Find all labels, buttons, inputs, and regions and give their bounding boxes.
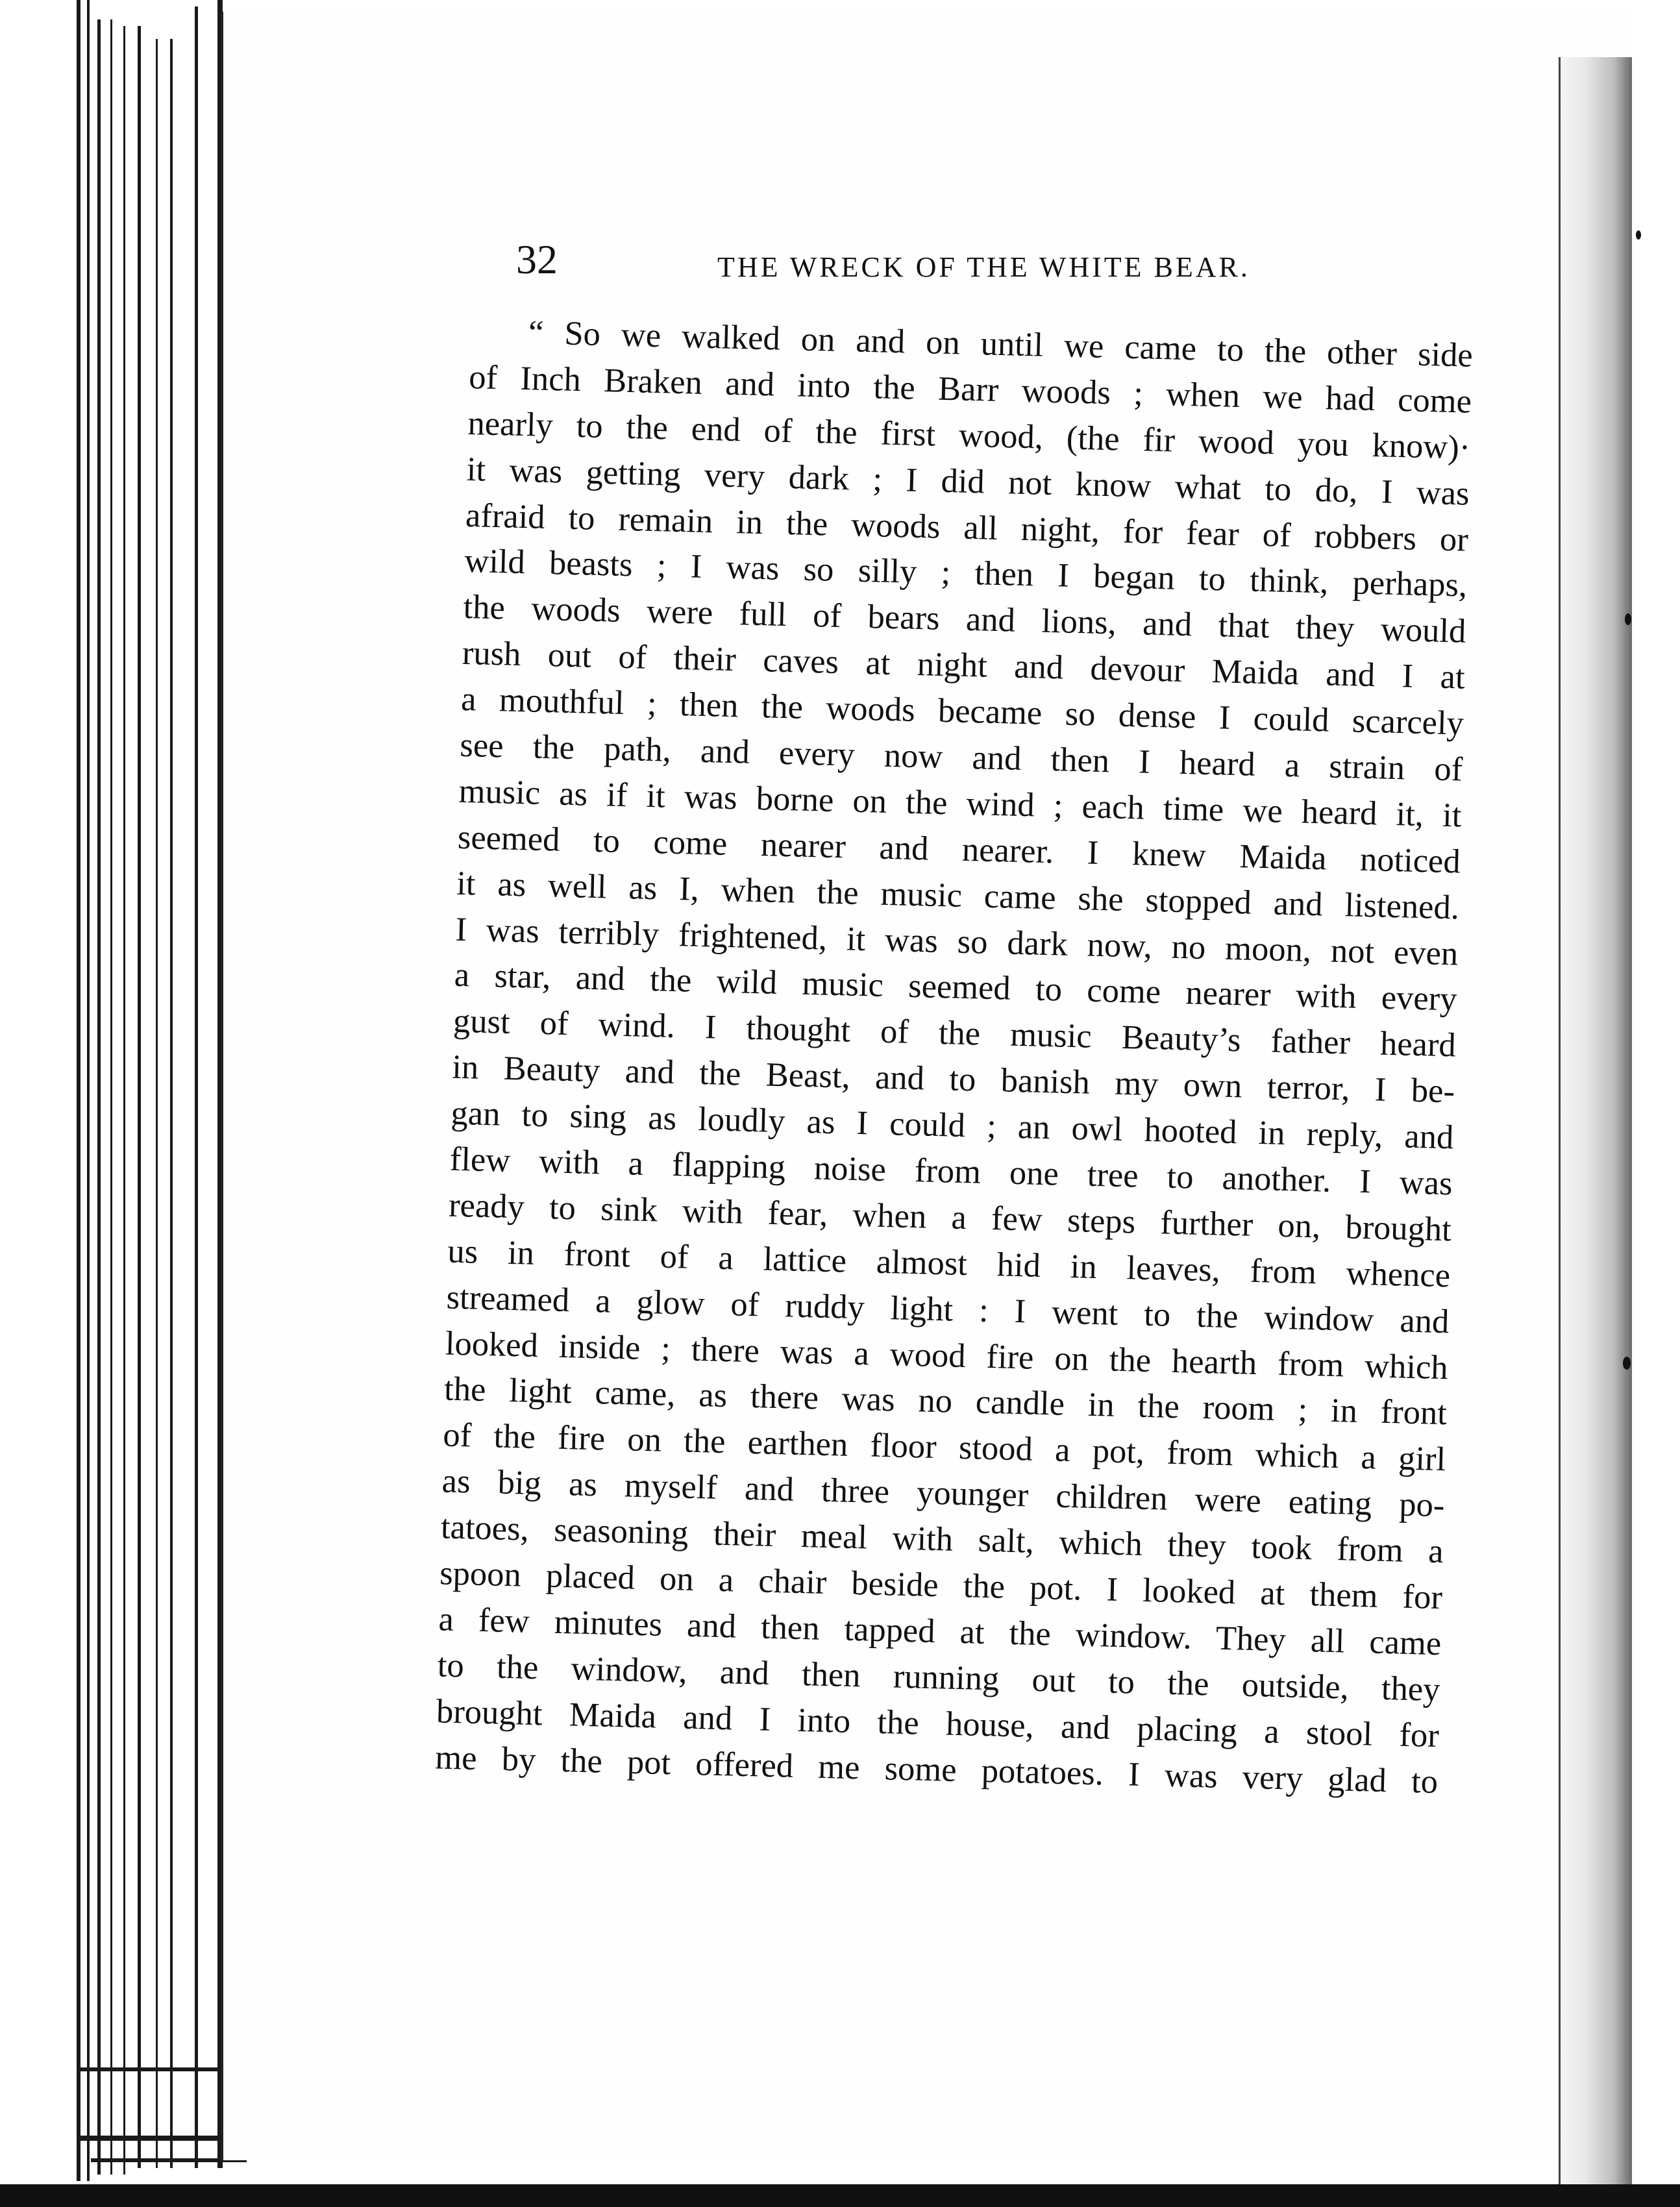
text-line: gan to sing as loudly as I could ; an owl hooted in reply, and: [450, 1094, 1454, 1157]
text-line: spoon placed on a chair beside the pot. I looked at them for: [439, 1554, 1443, 1617]
text-line: the light came, as there was no candle in the room ; in front: [443, 1370, 1448, 1433]
text-line: looked inside ; there was a wood fire on the hearth from which: [445, 1324, 1449, 1387]
text-line: afraid to remain in the woods all night, for fear of robbers or: [465, 496, 1469, 559]
text-line: in Beauty and the Beast, and to banish my own terror, I be-: [451, 1048, 1455, 1111]
text-line: streamed a glow of ruddy light : I went to the window and: [446, 1278, 1450, 1340]
text-line: flew with a flapping noise from one tree to another. I was: [449, 1140, 1453, 1203]
text-line: see the path, and every now and then I heard a strain of: [459, 726, 1463, 789]
text-line: it as well as I, when the music came she stopped and listened.: [456, 864, 1460, 927]
body-text: [435, 308, 1474, 1805]
running-head: THE WRECK OF THE WHITE BEAR.: [717, 251, 1250, 283]
text-line: as big as myself and three younger children were eating po-: [441, 1462, 1446, 1525]
text-line: I was terribly frightened, it was so dark now, no moon, not even: [454, 910, 1459, 973]
text-line: music as if it was borne on the wind ; each time we heard it, it: [458, 772, 1463, 835]
text-line: brought Maida and I into the house, and placing a stool for: [436, 1692, 1440, 1755]
text-line: seemed to come nearer and nearer. I knew Maida noticed: [457, 818, 1461, 881]
text-line: the woods were full of bears and lions, and that they would: [463, 588, 1467, 650]
text-line: a mouthful ; then the woods became so dense I could scarcely: [460, 680, 1464, 743]
text-line: rush out of their caves at night and devour Maida and I at: [462, 634, 1466, 697]
text-line: “ So we walked on and on until we came to the other side: [528, 314, 1474, 375]
text-line: nearly to the end of the first wood, (the fir wood you know)·: [467, 404, 1471, 467]
text-line: of the fire on the earthen floor stood a pot, from which a girl: [442, 1416, 1446, 1479]
margin-speck: [1625, 613, 1631, 625]
text-line: to the window, and then running out to the outside, they: [437, 1646, 1441, 1708]
text-line: wild beasts ; I was so silly ; then I began to think, perhaps,: [463, 542, 1468, 605]
scan-bottom-edge: [0, 2184, 1680, 2207]
margin-speck: [1623, 1357, 1631, 1370]
text-line: a star, and the wild music seemed to come nearer with every: [454, 956, 1458, 1018]
page-curl-shadow: [1559, 57, 1632, 2199]
text-line: ready to sink with fear, when a few steps further on, brought: [448, 1186, 1452, 1249]
text-line: us in front of a lattice almost hid in leaves, from whence: [447, 1232, 1451, 1295]
text-line: me by the pot offered me some potatoes. I was very glad to: [434, 1738, 1439, 1801]
book-binding-edges: [0, 0, 234, 2207]
margin-speck: [1636, 230, 1641, 240]
page-header: [516, 234, 1477, 312]
text-line: tatoes, seasoning their meal with salt, which they took from a: [440, 1508, 1444, 1571]
text-line: of Inch Braken and into the Barr woods ; when we had come: [468, 358, 1472, 421]
text-line: gust of wind. I thought of the music Beauty’s father heard: [452, 1002, 1457, 1065]
text-line: a few minutes and then tapped at the window. They all came: [438, 1600, 1442, 1663]
page-number: 32: [516, 236, 558, 282]
text-line: it was getting very dark ; I did not know what to do, I was: [466, 450, 1470, 513]
